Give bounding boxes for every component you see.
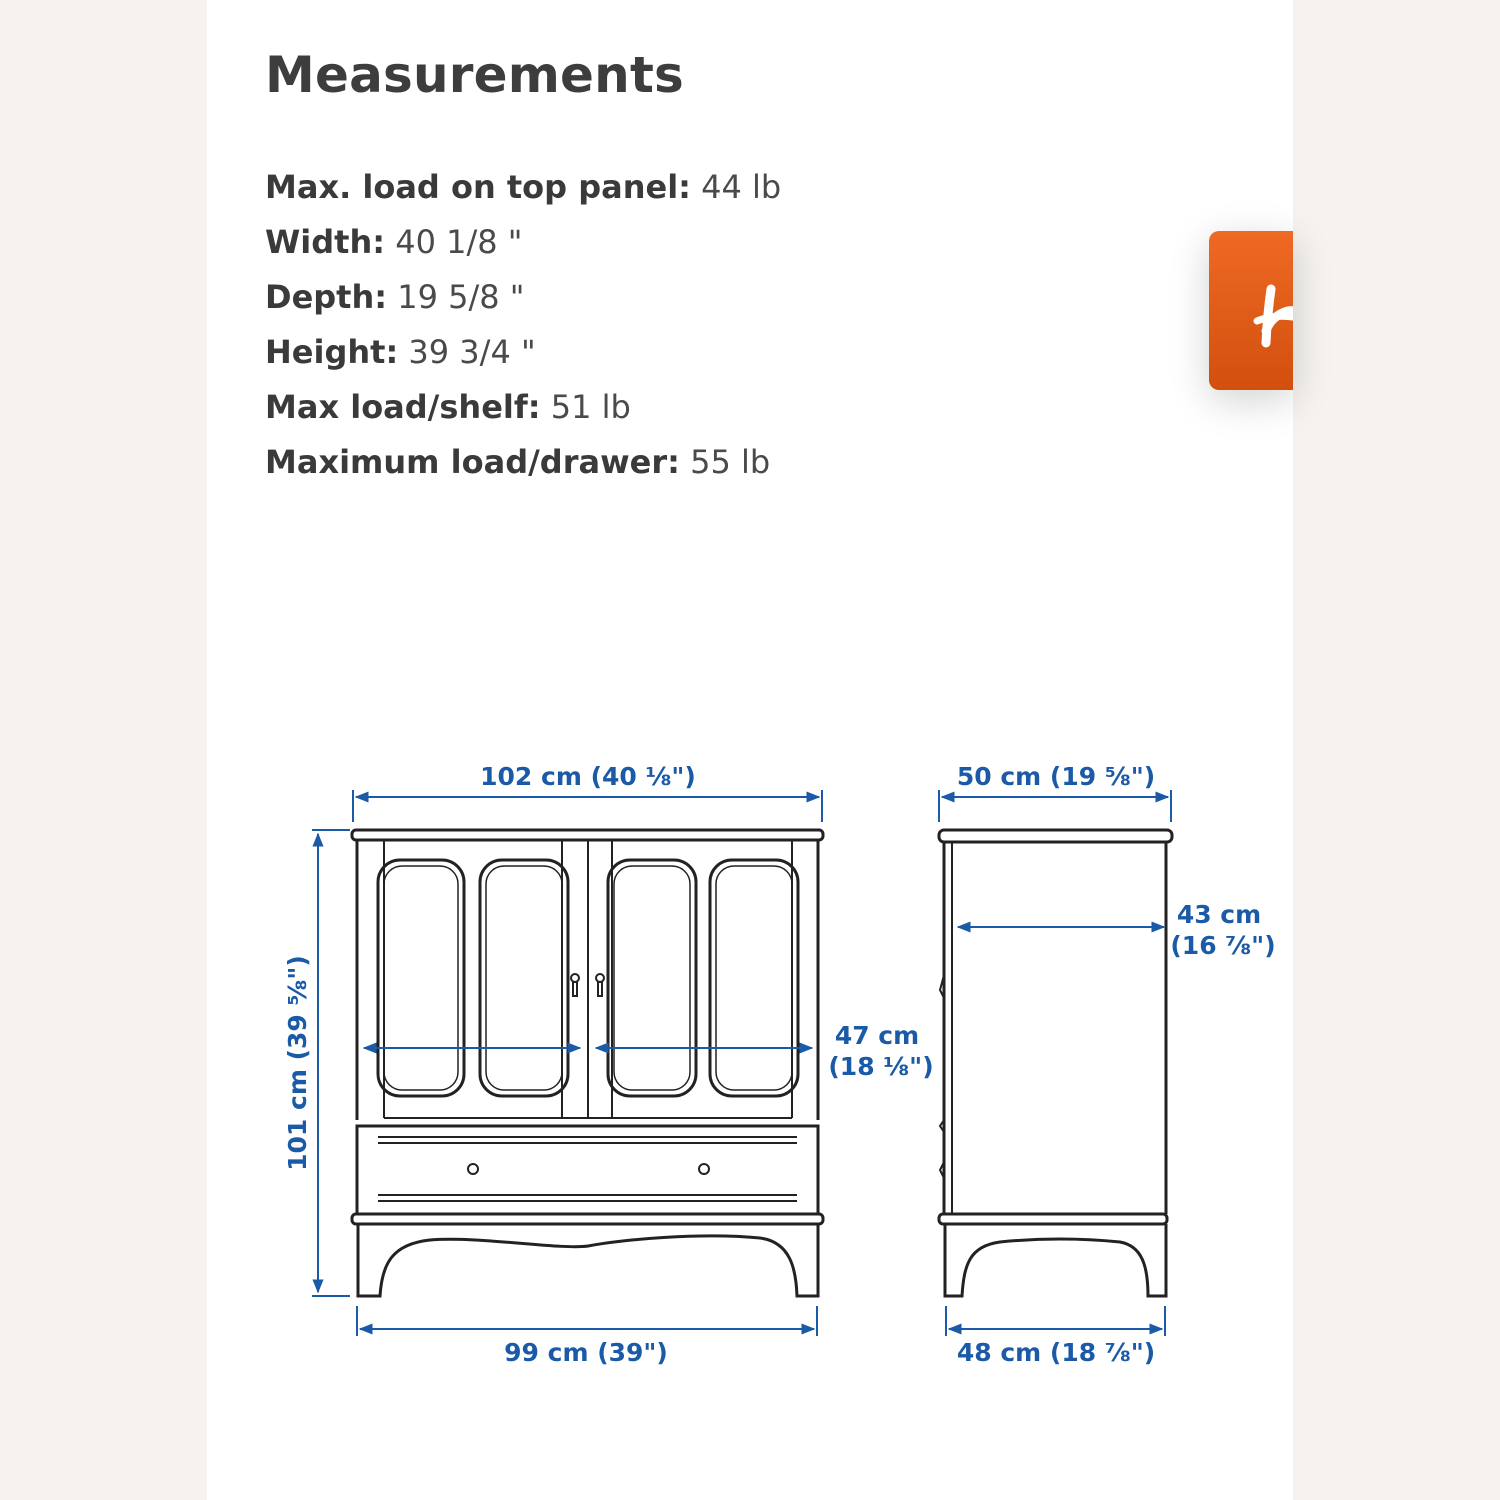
label-inner-depth-in: (16 ⅞") — [1170, 931, 1276, 960]
spec-value: 51 lb — [550, 388, 631, 426]
label-bottom-depth: 48 cm (18 ⅞") — [956, 1338, 1156, 1367]
label-top-depth: 50 cm (19 ⅝") — [956, 762, 1156, 791]
page-title: Measurements — [265, 46, 685, 104]
spec-value: 55 lb — [690, 443, 771, 481]
spec-label: Max load/shelf: — [265, 388, 541, 426]
label-inner-width-in: (18 ⅛") — [828, 1052, 934, 1081]
cabinet-side-view — [939, 830, 1172, 1296]
spec-label: Max. load on top panel: — [265, 168, 691, 206]
label-inner-width-cm: 47 cm — [834, 1021, 920, 1050]
label-top-width: 102 cm (40 ⅛") — [480, 762, 696, 791]
label-height: 101 cm (39 ⅝") — [283, 955, 312, 1171]
spec-label: Maximum load/drawer: — [265, 443, 680, 481]
dimension-lines — [312, 790, 1171, 1336]
spec-value: 19 5/8 " — [397, 278, 525, 316]
spec-label: Width: — [265, 223, 386, 261]
spec-value: 39 3/4 " — [408, 333, 536, 371]
dimension-labels — [283, 762, 1276, 1367]
spec-value: 40 1/8 " — [395, 223, 523, 261]
spec-value: 44 lb — [701, 168, 782, 206]
cabinet-front-view — [352, 830, 823, 1296]
spec-label: Depth: — [265, 278, 388, 316]
label-bottom-width: 99 cm (39") — [504, 1338, 668, 1367]
spec-label: Height: — [265, 333, 399, 371]
label-inner-depth-cm: 43 cm — [1176, 900, 1262, 929]
